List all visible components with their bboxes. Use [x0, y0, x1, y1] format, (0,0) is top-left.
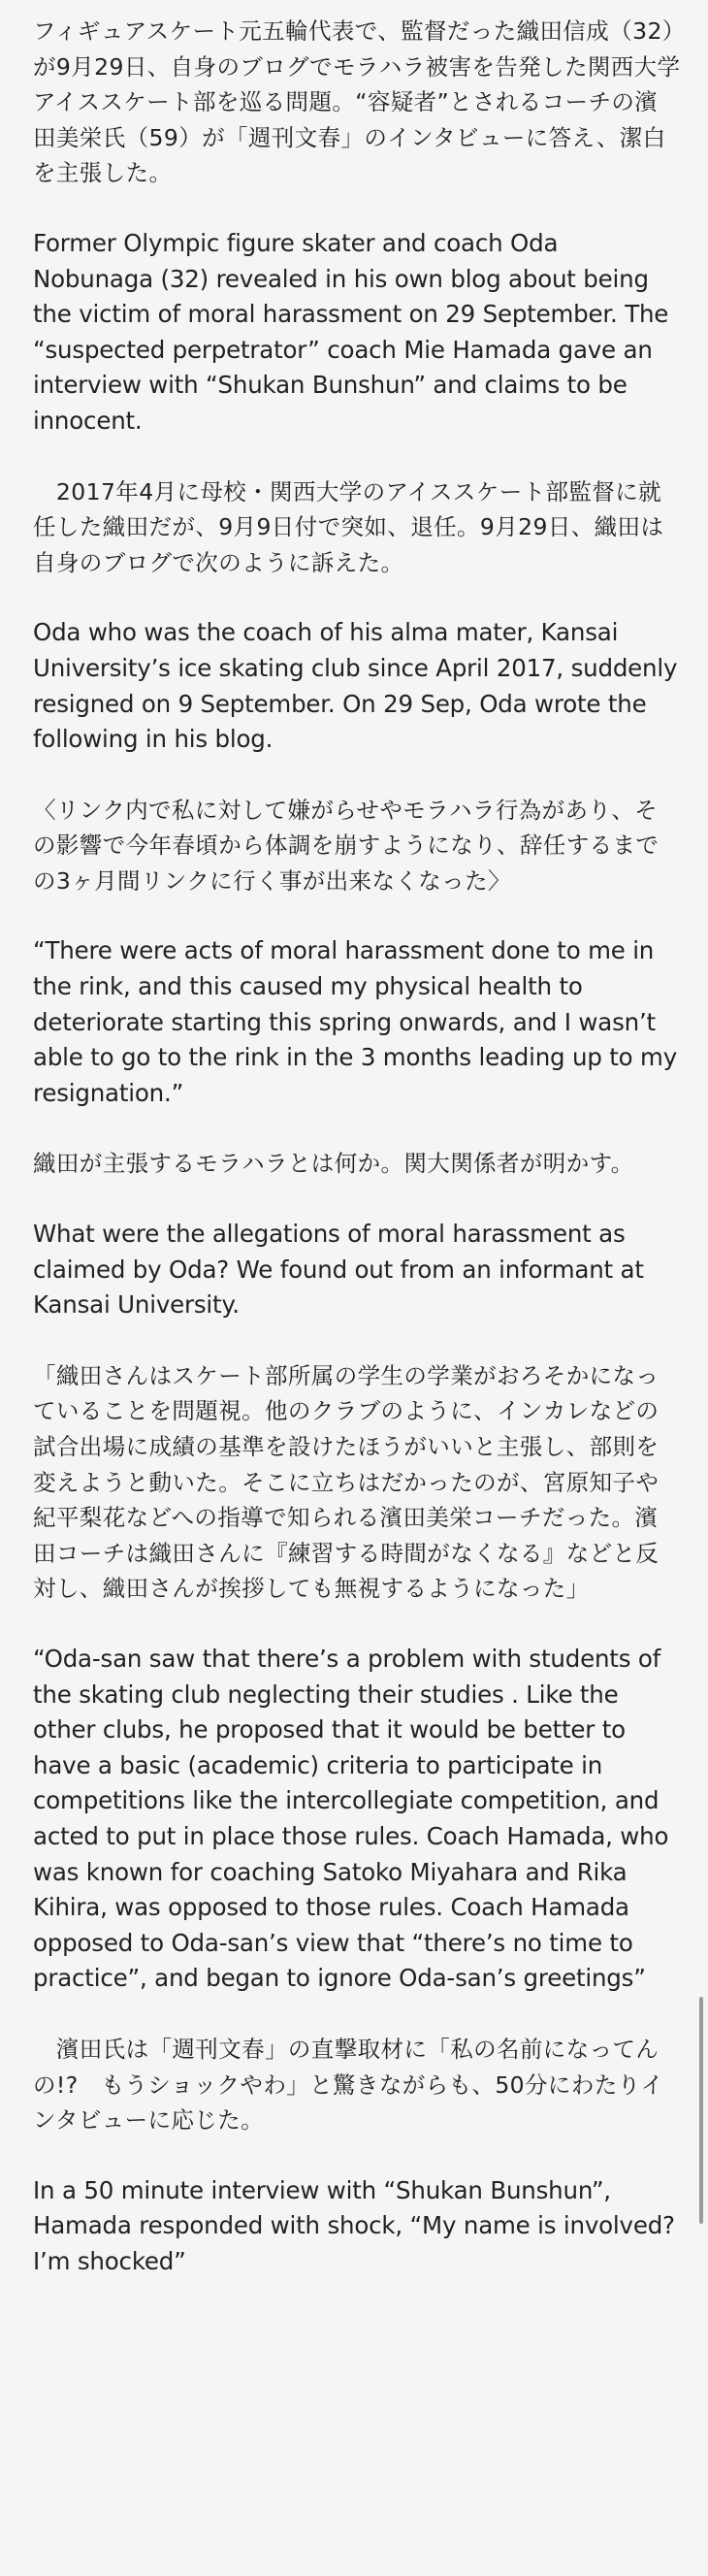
paragraph-ja-blog-quote: 〈リンク内で私に対して嫌がらせやモラハラ行為があり、その影響で今年春頃から体調を崩すようになり、辞任するまでの3ヶ月間リンクに行く事が出来なくなった〉	[33, 796, 660, 895]
paragraph-gap	[33, 1111, 681, 1146]
paragraph-gap	[33, 580, 681, 615]
paragraph-gap	[33, 1997, 681, 2032]
paragraph-ja-intro: フィギュアスケート元五輪代表で、監督だった織田信成（32）が9月29日、自身のブログでモラハラ被害を告発した関西大学アイススケート部を巡る問題。“容疑者”とされるコーチの濱田美栄氏（59）が「週刊文春」のインタビューに答え、潔白を主張した。	[33, 17, 681, 187]
paragraph-gap	[33, 898, 681, 933]
scrollbar[interactable]	[697, 0, 703, 2576]
paragraph-ja-informant: 「織田さんはスケート部所属の学生の学業がおろそかになっていることを問題視。他のクラブのように、インカレなどの試合出場に成績の基準を設けたほうがいいと主張し、部則を変えようと動いた。そこに立ちはだかったのが、宮原知子や紀平梨花などへの指導で知られる濱田美栄コーチだった。濱田コーチは織田さんに『練習する時間がなくなる』などと反対し、織田さんが挨拶しても無視するようになった」	[33, 1361, 660, 1603]
paragraph-gap	[33, 191, 681, 226]
paragraph-en-question: What were the allegations of moral harassment as claimed by Oda? We found out from an informant at Kansai University.	[33, 1220, 652, 1320]
paragraph-en-intro: Former Olympic figure skater and coach Oda Nobunaga (32) revealed in his own blog about being the victim of moral harassment on 29 September. The “suspected perpetrator” coach Mie Hamada gave an interview with “Shukan Bunshun” and claims to be innocent.	[33, 228, 676, 435]
paragraph-ja-interview: 濱田氏は「週刊文春」の直撃取材に「私の名前になってんの!? もうショックやわ」と驚きながらも、50分にわたりインタビューに応じた。	[33, 2035, 664, 2135]
paragraph-en-interview: In a 50 minute interview with “Shukan Bunshun”, Hamada responded with shock, “My name is involved? I’m shocked”	[33, 2175, 683, 2275]
paragraph-gap	[33, 758, 681, 793]
paragraph-gap	[33, 2138, 681, 2173]
paragraph-gap	[33, 1182, 681, 1217]
scrollbar-thumb[interactable]	[699, 1997, 703, 2224]
paragraph-gap	[33, 1607, 681, 1642]
paragraph-ja-question: 織田が主張するモラハラとは何か。関大関係者が明かす。	[33, 1150, 634, 1178]
paragraph-en-informant: “Oda-san saw that there’s a problem with students of the skating club neglecting their studies . Like the other clubs, he proposed that it would be better to have a basic (academic) criteria to participate in competitions like the intercollegiate competition, and acted to put in place those rules. Coach Hamada, who was known for coaching Satoko Miyahara and Rika Kihira, was opposed to those rules. Coach Hamada opposed to Oda-san’s view that “there’s no time to practice”, and began to ignore Oda-san’s greetings”	[33, 1644, 676, 1993]
paragraph-en-resignation: Oda who was the coach of his alma mater, Kansai University’s ice skating club since April 2017, suddenly resigned on 9 September. On 29 Sep, Oda wrote the following in his blog.	[33, 618, 685, 754]
paragraph-gap	[33, 440, 681, 474]
paragraph-ja-resignation: 2017年4月に母校・関西大学のアイススケート部監督に就任した織田だが、9月9日付で突如、退任。9月29日、織田は自身のブログで次のように訴えた。	[33, 477, 664, 576]
paragraph-en-blog-quote: “There were acts of moral harassment done to me in the rink, and this caused my physical health to deteriorate starting this spring onwards, and I wasn’t able to go to the rink in the 3 months leading up to my resignation.”	[33, 936, 685, 1107]
paragraph-gap	[33, 1323, 681, 1358]
